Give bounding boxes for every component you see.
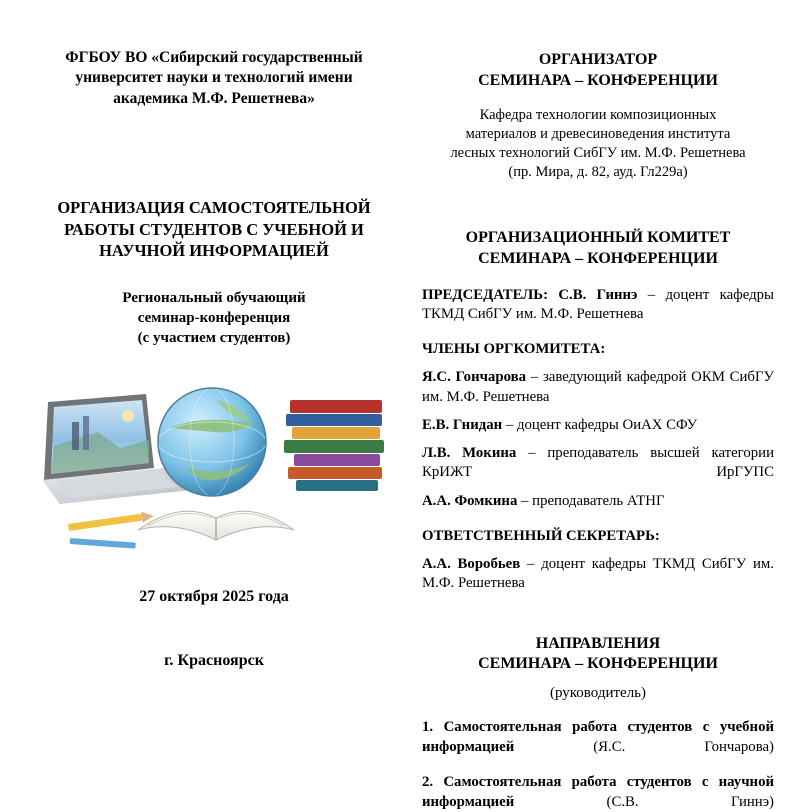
direction-lead: (Я.С. Гончарова): [514, 738, 774, 755]
orgcommittee-title: [422, 228, 774, 270]
organizer-body-line4: (пр. Мира, д. 82, ауд. Гл229а): [508, 163, 688, 180]
direction-number: 2.: [422, 774, 434, 791]
member-entry: [422, 416, 774, 435]
chair-entry: [422, 286, 774, 324]
member-role: – заведующий кафедрой ОКМ СибГУ им. М.Ф. Решетнева: [422, 369, 774, 405]
directions-subtitle: (руководитель): [549, 685, 647, 702]
collage-svg: [38, 372, 390, 562]
organizer-title-line2: СЕМИНАРА – КОНФЕРЕНЦИИ: [478, 71, 718, 89]
member-role: – преподаватель высшей категории КрИЖТ ИрГУПС: [422, 445, 774, 481]
event-subtitle: [38, 288, 390, 349]
organizer-body: [422, 106, 774, 183]
secretary-role: – доцент кафедры ТКМД СибГУ им. М.Ф. Решетнева: [422, 556, 774, 592]
event-subtitle-line1: Региональный обучающий: [122, 289, 306, 306]
organizer-title-line1: ОРГАНИЗАТОР: [538, 51, 658, 68]
illustration: [38, 372, 390, 562]
right-column: [408, 40, 788, 810]
member-name: А.А. Фомкина: [422, 492, 518, 509]
organizer-body-line3: лесных технологий СибГУ им. М.Ф. Решетнева: [450, 144, 746, 161]
event-date: 27 октября 2025 года: [139, 588, 289, 606]
directions-title-line2: СЕМИНАРА – КОНФЕРЕНЦИИ: [478, 655, 718, 673]
orgcommittee-title-line1: ОРГАНИЗАЦИОННЫЙ КОМИТЕТ: [465, 229, 731, 247]
event-subtitle-line2: семинар-конференция: [137, 309, 291, 326]
members-label: ЧЛЕНЫ ОРГКОМИТЕТА:: [422, 341, 606, 358]
direction-item: [422, 718, 774, 757]
member-role: – преподаватель АТНГ: [517, 492, 665, 509]
left-column: [18, 40, 408, 792]
member-name: Я.С. Гончарова: [422, 369, 526, 386]
direction-text: Самостоятельная работа студентов с учебной информацией: [422, 719, 774, 755]
member-entry: [422, 444, 774, 482]
chair-name: С.В. Гиннэ: [558, 286, 638, 303]
event-subtitle-line3: (с участием студентов): [137, 330, 291, 347]
member-role: – доцент кафедры ОиАХ СФУ: [502, 416, 698, 433]
member-entry: [422, 492, 774, 511]
orgcommittee-title-line2: СЕМИНАРА – КОНФЕРЕНЦИИ: [478, 249, 718, 267]
chair-role: – доцент кафедры ТКМД СибГУ им. М.Ф. Решетнева: [422, 286, 775, 322]
event-city: г. Красноярск: [164, 652, 264, 670]
member-entry: [422, 368, 774, 406]
directions-title-line1: НАПРАВЛЕНИЯ: [535, 634, 661, 652]
organizer-title: [422, 50, 774, 92]
organizer-body-line1: Кафедра технологии композиционных: [479, 106, 717, 123]
secretary-label: ОТВЕТСТВЕННЫЙ СЕКРЕТАРЬ:: [422, 527, 660, 544]
member-name: Е.В. Гнидан: [422, 416, 503, 433]
secretary-entry: [422, 555, 774, 593]
secretary-name: А.А. Воробьев: [422, 556, 521, 573]
chair-label: ПРЕДСЕДАТЕЛЬ:: [422, 286, 548, 303]
directions-title: [422, 634, 774, 676]
page-title: ОРГАНИЗАЦИЯ САМОСТОЯТЕЛЬНОЙ РАБОТЫ СТУДЕНТОВ С УЧЕБНОЙ И НАУЧНОЙ ИНФОРМАЦИЕЙ: [57, 198, 371, 261]
direction-text: Самостоятельная работа студентов с научной информацией: [422, 774, 774, 810]
direction-item: [422, 773, 774, 812]
direction-number: 1.: [422, 719, 434, 736]
university-title: ФГБОУ ВО «Сибирский государственный университет науки и технологий имени академика М.Ф. Решетнева»: [65, 49, 363, 107]
organizer-body-line2: материалов и древесиноведения института: [465, 125, 731, 142]
laptop-globe-books-collage: [38, 372, 390, 562]
member-name: Л.В. Мокина: [422, 445, 517, 462]
direction-lead: (С.В. Гиннэ): [514, 793, 774, 810]
